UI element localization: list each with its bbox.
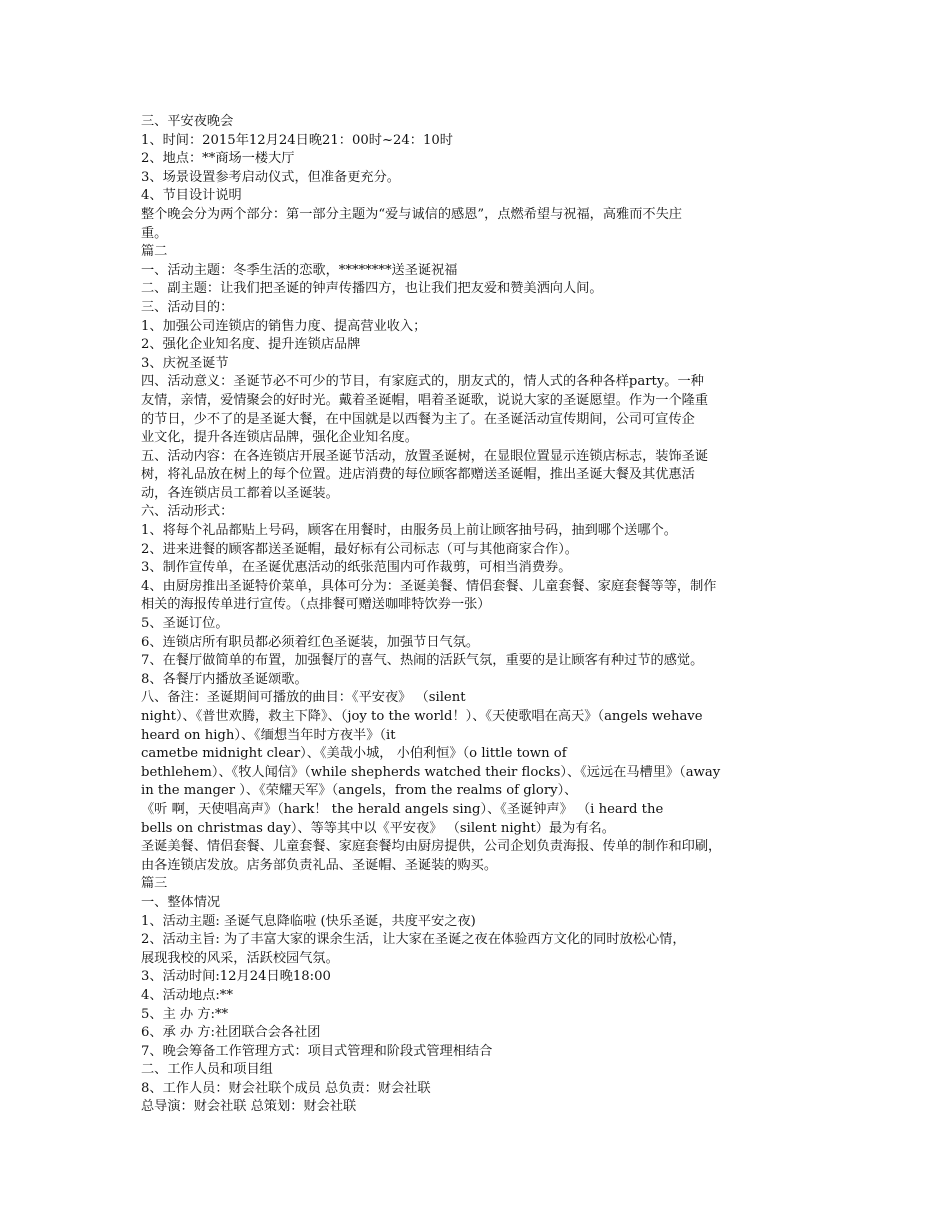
text-line: 六、活动形式： [141, 504, 234, 520]
text-line: 4、由厨房推出圣诞特价菜单，具体可分为：圣诞美餐、情侣套餐、儿童套餐、家庭套餐等等，制作 [141, 578, 717, 594]
text-line: bells on christmas day）、等等其中以《平安夜》 （silent night）最为有名。 [141, 820, 615, 836]
text-line: 二、副主题：让我们把圣诞的钟声传播四方，也让我们把友爱和赞美洒向人间。 [141, 281, 603, 297]
section-heading: 篇二 [141, 244, 168, 260]
text-line: 业文化，提升各连锁店品牌，强化企业知名度。 [141, 430, 418, 446]
text-line: 一、活动主题：冬季生活的恋歌，********送圣诞祝福 [141, 262, 458, 278]
text-line: 三、平安夜晚会 [141, 114, 234, 129]
text-line: 2、活动主旨: 为了丰富大家的课余生活，让大家在圣诞之夜在体验西方文化的同时放松心情， [141, 932, 686, 948]
text-line: 圣诞美餐、情侣套餐、儿童套餐、家庭套餐均由厨房提供，公司企划负责海报、传单的制作和印刷， [141, 839, 722, 855]
text-line: 四、活动意义：圣诞节必不可少的节目，有家庭式的，朋友式的，情人式的各种各样party。一种 [141, 374, 704, 390]
text-line: 的节日，少不了的是圣诞大餐，在中国就是以西餐为主了。在圣诞活动宣传期间，公司可宣传企 [141, 411, 695, 427]
text-line: heard on high）、《缅想当年时方夜半》（it [141, 727, 396, 743]
text-line: 五、活动内容：在各连锁店开展圣诞节活动，放置圣诞树，在显眼位置显示连锁店标志，装饰圣诞 [141, 448, 709, 464]
text-line: 动，各连锁店员工都着以圣诞装。 [141, 485, 339, 501]
text-line: 《听 啊，天使唱高声》（hark！ the herald angels sing）、《圣诞钟声》 （i heard the [141, 801, 664, 817]
text-line: 三、活动目的： [141, 299, 234, 315]
text-line: 友情，亲情，爱情聚会的好时光。戴着圣诞帽，唱着圣诞歌，说说大家的圣诞愿望。作为一个隆重 [141, 392, 709, 408]
text-line: 2、地点：**商场一楼大厅 [141, 151, 295, 167]
text-line: in the manger ）、《荣耀天军》（angels，from the realms of glory）、 [141, 783, 578, 799]
text-line: 整个晚会分为两个部分：第一部分主题为“爱与诚信的感恩”，点燃希望与祝福，高雅而不失庄 [141, 206, 682, 222]
text-line: 八、备注：圣诞期间可播放的曲目：《平安夜》 （silent [141, 690, 466, 706]
text-line: 5、圣诞订位。 [141, 616, 229, 632]
text-line: 展现我校的风采，活跃校园气氛。 [141, 950, 339, 966]
text-line: 7、在餐厅做简单的布置，加强餐厅的喜气、热闹的活跃气氛，重要的是让顾客有种过节的感觉。 [141, 653, 704, 669]
text-line: 一、整体情况 [141, 894, 221, 910]
text-line: 6、连锁店所有职员都必须着红色圣诞装，加强节日气氛。 [141, 634, 480, 650]
text-line: 重。 [141, 225, 168, 241]
text-line: 4、节目设计说明 [141, 188, 242, 204]
text-line: 相关的海报传单进行宣传。（点排餐可赠送咖啡特饮券一张） [141, 597, 491, 613]
section-heading: 篇三 [141, 876, 168, 892]
text-line: 8、各餐厅内播放圣诞颂歌。 [141, 671, 308, 687]
text-line: 1、活动主题: 圣诞气息降临啦 (快乐圣诞，共度平安之夜) [141, 913, 476, 929]
text-line: 3、制作宣传单，在圣诞优惠活动的纸张范围内可作裁剪，可相当消费券。 [141, 560, 572, 576]
text-line: 2、强化企业知名度、提升连锁店品牌 [141, 337, 361, 353]
text-line: 5、主 办 方:** [141, 1006, 229, 1022]
document-body [141, 113, 821, 1117]
text-line: 4、活动地点:** [141, 987, 233, 1003]
text-line: 2、进来进餐的顾客都送圣诞帽，最好标有公司标志（可与其他商家合作）。 [141, 541, 578, 557]
text-line: 7、晚会筹备工作管理方式：项目式管理和阶段式管理相结合 [141, 1043, 493, 1059]
text-line: 由各连锁店发放。店务部负责礼品、圣诞帽、圣诞装的购买。 [141, 857, 498, 873]
text-line: 8、工作人员：财会社联个成员 总负责：财会社联 [141, 1080, 431, 1096]
text-line: 二、工作人员和项目组 [141, 1062, 273, 1078]
text-line: 总导演：财会社联 总策划：财会社联 [141, 1099, 357, 1115]
text-line: night）、《普世欢腾，救主下降》、（joy to the world！）、《天使歌唱在高天》（angels wehave [141, 709, 703, 724]
text-line: 树，将礼品放在树上的每个位置。进店消费的每位顾客都赠送圣诞帽，推出圣诞大餐及其优惠活 [141, 467, 695, 483]
text-line: 3、场景设置参考启动仪式，但准备更充分。 [141, 169, 400, 185]
text-line: bethlehem）、《牧人闻信》（while shepherds watched their flocks）、《远远在马槽里》（away [141, 764, 721, 780]
text-line: 1、时间：2015年12月24日晚21：00时~24：10时 [141, 132, 453, 148]
text-line: cametbe midnight clear）、《美哉小城， 小伯利恒》（o little town of [141, 746, 567, 762]
text-line: 3、活动时间:12月24日晚18:00 [141, 969, 331, 985]
text-line: 3、庆祝圣诞节 [141, 355, 229, 371]
text-line: 1、加强公司连锁店的销售力度、提高营业收入； [141, 318, 427, 334]
text-line: 1、将每个礼品都贴上号码，顾客在用餐时，由服务员上前让顾客抽号码，抽到哪个送哪个。 [141, 523, 677, 539]
text-line: 6、承 办 方:社团联合会各社团 [141, 1025, 321, 1041]
